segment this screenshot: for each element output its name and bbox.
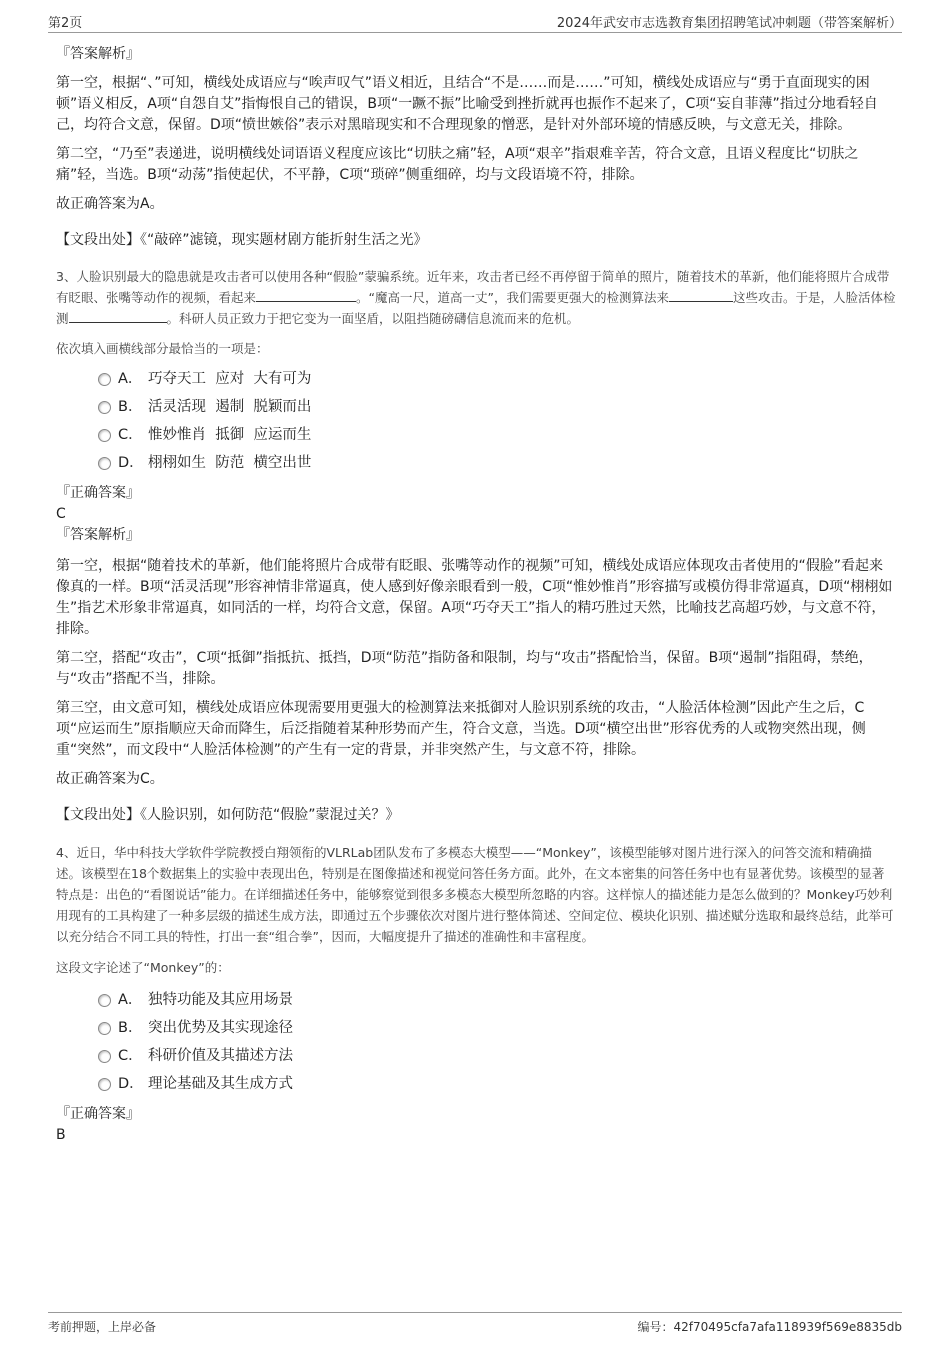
q3-stem-part-1: 3、人脸识别最大的隐患就是攻击者可以使用各种“假脸”蒙骗系统。近年来，攻击者已经不再停留于简单的照片，随着技术的革新，他们能将照片合成带有眨眼、张嘴等动作的视频，看起来: [56, 269, 890, 305]
option-letter: B．: [118, 399, 143, 415]
q3-stem-part-2: 。“魔高一尺，道高一丈”，我们需要更强大的检测算法来: [356, 290, 669, 305]
option-letter: C．: [118, 427, 143, 443]
option-text: 理论基础及其生成方式: [148, 1076, 293, 1092]
document-code: 编号：42f70495cfa7afa118939f569e8835db: [637, 1320, 902, 1334]
page-number: 第2页: [48, 16, 83, 31]
footer-slogan: 考前押题，上岸必备: [48, 1320, 157, 1334]
page-footer: [48, 1312, 902, 1335]
q4-option-b[interactable]: [98, 1014, 896, 1042]
page-content: [56, 42, 896, 1146]
q4-prompt: 这段文字论述了“Monkey”的：: [56, 960, 230, 975]
q3-analysis-para-1: 第一空，根据“随着技术的革新，他们能将照片合成带有眨眼、张嘴等动作的视频”可知，横线处成语应体现攻击者使用的“假脸”看起来像真的一样。B项“活灵活现”形容神情非常逼真，使人感到好像亲眼看到一般，C项“惟妙惟肖”形容描写或模仿得非常逼真，D项“栩栩如生”指艺术形象非常逼真，如同活的一样，均符合文意，保留。A项“巧夺天工”指人的精巧胜过天然，比喻技艺高超巧妙，与文意不符，排除。: [56, 558, 893, 637]
q3-stem-part-4: 。科研人员正致力于把它变为一面坚盾，以阻挡随磅礴信息流而来的危机。: [166, 311, 580, 326]
q3-prompt: 依次填入画横线部分最恰当的一项是：: [56, 341, 269, 356]
q3-stem: [56, 266, 896, 329]
q4-option-d[interactable]: [98, 1070, 896, 1098]
q3-blank-3: [69, 308, 167, 323]
q3-source: 【文段出处】《人脸识别，如何防范“假脸”蒙混过关？》: [56, 807, 400, 823]
option-letter: A．: [118, 371, 143, 387]
q3-answer: C: [56, 506, 66, 522]
radio-button[interactable]: [98, 1078, 111, 1091]
option-text: 栩栩如生 防范 横空出世: [148, 455, 312, 471]
q3-blank-2: [669, 287, 733, 302]
option-letter: C．: [118, 1048, 143, 1064]
q4-options: [56, 986, 896, 1098]
q3-option-a[interactable]: [98, 365, 896, 393]
q3-option-c[interactable]: [98, 421, 896, 449]
option-letter: A．: [118, 992, 143, 1008]
q3-stem-part-3: 这些攻击。于是，人脸活体检测: [56, 290, 896, 326]
radio-button[interactable]: [98, 429, 111, 442]
radio-button[interactable]: [98, 373, 111, 386]
option-letter: D．: [118, 455, 144, 471]
q3-conclusion: 故正确答案为C。: [56, 771, 164, 787]
q3-answer-label: 『正确答案』: [56, 485, 140, 501]
q2-analysis-para-2: 第二空，“乃至”表递进，说明横线处词语语义程度应该比“切肤之痛”轻，A项“艰辛”指艰难辛苦，符合文意，且语义程度比“切肤之痛”轻，当选。B项“动荡”指使起伏，不平静，C项“琐碎”侧重细碎，均与文段语境不符，排除。: [56, 146, 859, 183]
page-header: [48, 8, 902, 33]
q3-analysis-para-2: 第二空，搭配“攻击”，C项“抵御”指抵抗、抵挡，D项“防范”指防备和限制，均与“攻击”搭配恰当，保留。B项“遏制”指阻碍，禁绝，与“攻击”搭配不当，排除。: [56, 650, 873, 687]
q3-option-b[interactable]: [98, 393, 896, 421]
option-text: 突出优势及其实现途径: [148, 1020, 293, 1036]
q3-option-d[interactable]: [98, 449, 896, 477]
option-text: 惟妙惟肖 抵御 应运而生: [148, 427, 312, 443]
q2-source: 【文段出处】《“敲碎”滤镜，现实题材剧方能折射生活之光》: [56, 232, 428, 248]
q2-conclusion: 故正确答案为A。: [56, 196, 164, 212]
option-text: 巧夺天工 应对 大有可为: [148, 371, 312, 387]
q3-options: [56, 365, 896, 477]
q4-answer: B: [56, 1127, 66, 1143]
option-letter: D．: [118, 1076, 144, 1092]
q3-analysis-para-3: 第三空，由文意可知，横线处成语应体现需要用更强大的检测算法来抵御对人脸识别系统的攻击，“人脸活体检测”因此产生之后，C项“应运而生”原指顺应天命而降生，后泛指随着某种形势而产生，符合文意，当选。D项“横空出世”形容优秀的人或物突然出现，侧重“突然”，而文段中“人脸活体检测”的产生有一定的背景，并非突然产生，与文意不符，排除。: [56, 700, 866, 758]
q2-analysis-para-1: 第一空，根据“、”可知，横线处成语应与“唉声叹气”语义相近，且结合“不是……而是……”可知，横线处成语应与“勇于直面现实的困顿”语义相反，A项“自怨自艾”指悔恨自己的错误，B项“一蹶不振”比喻受到挫折就再也振作不起来了，C项“妄自菲薄”指过分地看轻自己，均符合文意，保留。D项“愤世嫉俗”表示对黑暗现实和不合理现象的憎恶，是针对外部环境的情感反映，与文意无关，排除。: [56, 75, 878, 133]
q3-analysis-label: 『答案解析』: [56, 527, 140, 543]
radio-button[interactable]: [98, 457, 111, 470]
option-letter: B．: [118, 1020, 143, 1036]
q3-blank-1: [256, 287, 356, 302]
document-title: 2024年武安市志选教育集团招聘笔试冲刺题（带答案解析）: [556, 16, 902, 31]
option-text: 独特功能及其应用场景: [148, 992, 293, 1008]
q2-analysis-label: 『答案解析』: [56, 46, 140, 62]
radio-button[interactable]: [98, 994, 111, 1007]
option-text: 科研价值及其描述方法: [148, 1048, 293, 1064]
option-text: 活灵活现 遏制 脱颖而出: [148, 399, 312, 415]
radio-button[interactable]: [98, 1022, 111, 1035]
q4-option-c[interactable]: [98, 1042, 896, 1070]
q4-stem: 4、近日，华中科技大学软件学院教授白翔领衔的VLRLab团队发布了多模态大模型——“Monkey”，该模型能够对图片进行深入的问答交流和精确描述。该模型在18个数据集上的实验中表现出色，特别是在图像描述和视觉问答任务方面。此外，在文本密集的问答任务中也有显著优势。该模型的显著特点是：出色的“看图说话”能力。在详细描述任务中，能够察觉到很多多模态大模型所忽略的内容。这样惊人的描述能力是怎么做到的？Monkey巧妙利用现有的工具构建了一种多层级的描述生成方法，即通过五个步骤依次对图片进行整体简述、空间定位、模块化识别、描述赋分选取和最终总结，此举可以充分结合不同工具的特性，打出一套“组合拳”，因而，大幅度提升了描述的准确性和丰富程度。: [56, 845, 894, 944]
radio-button[interactable]: [98, 401, 111, 414]
radio-button[interactable]: [98, 1050, 111, 1063]
q4-answer-label: 『正确答案』: [56, 1106, 140, 1122]
q4-option-a[interactable]: [98, 986, 896, 1014]
